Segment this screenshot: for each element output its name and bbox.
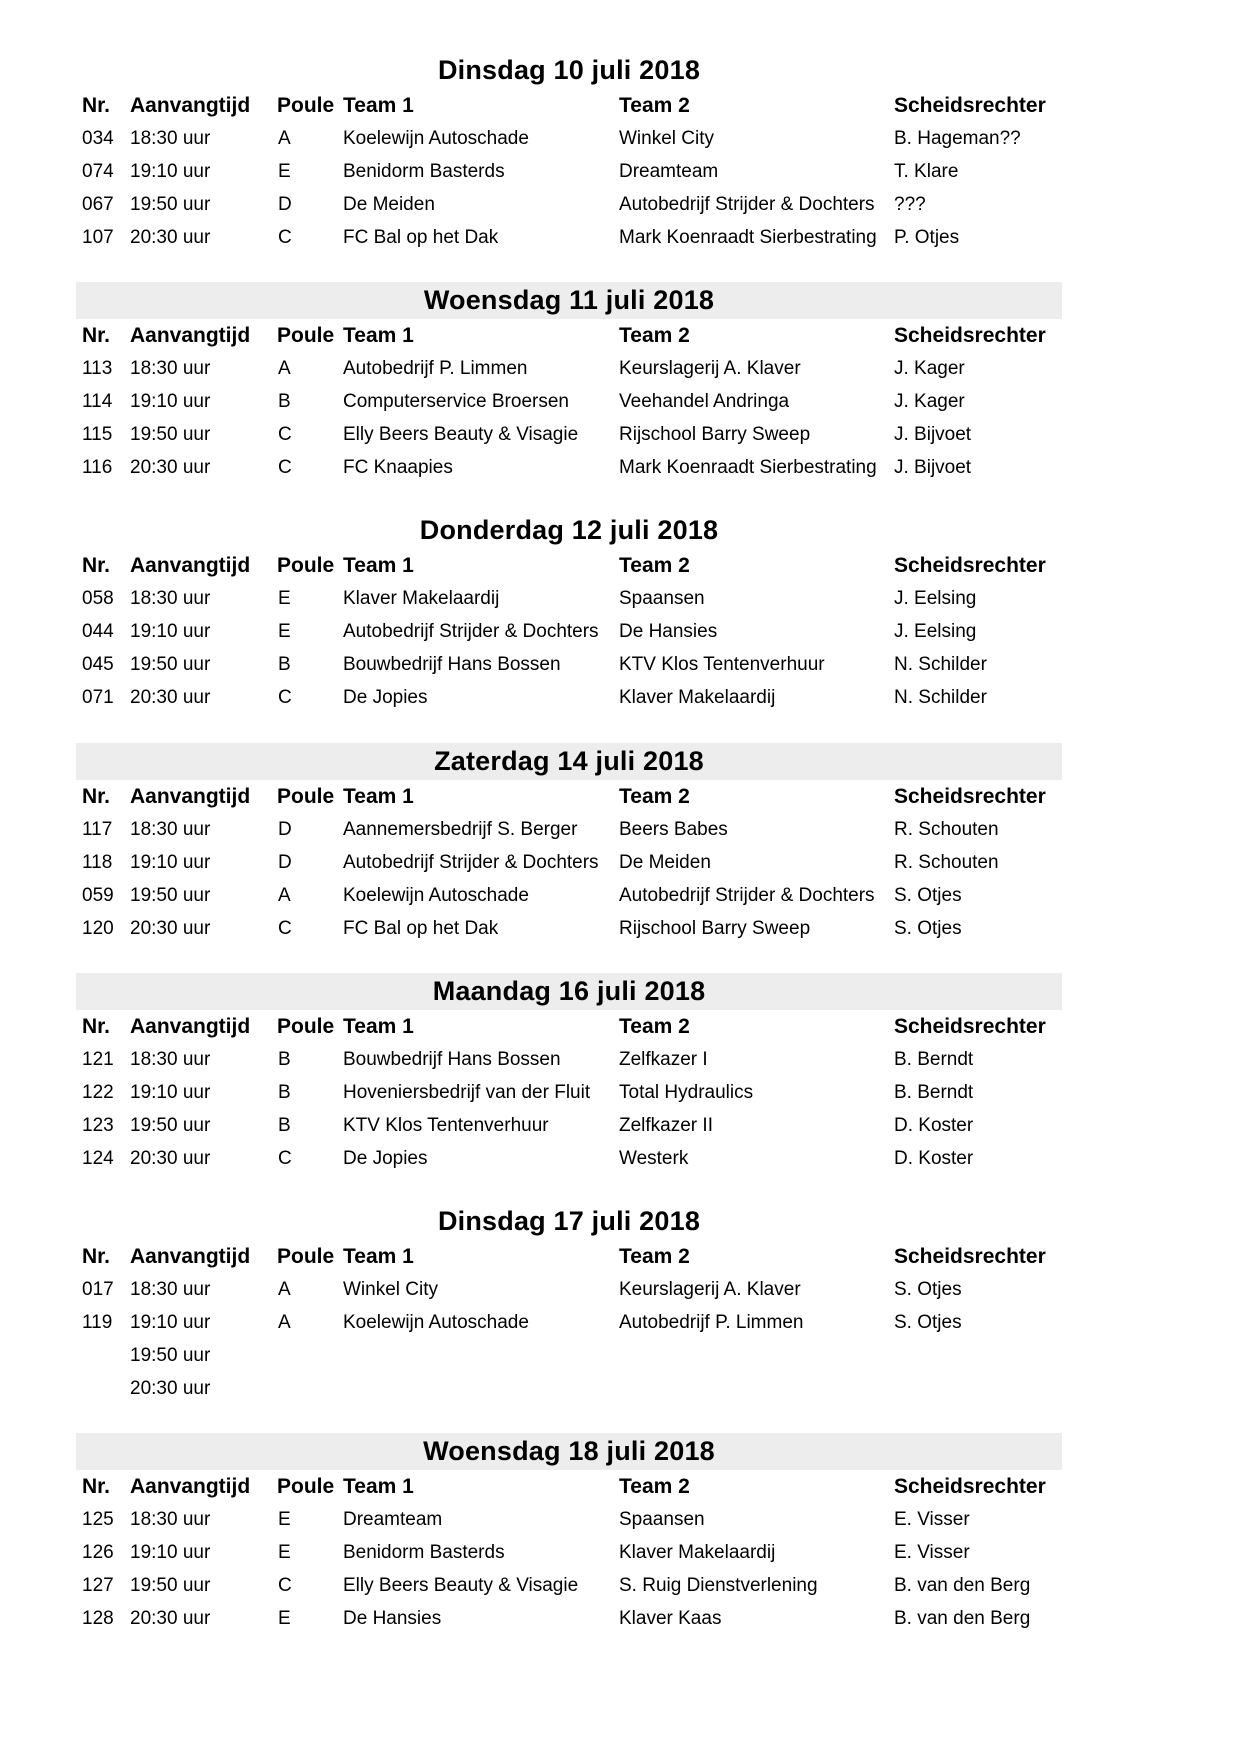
day-title: Zaterdag 14 juli 2018 — [76, 743, 1062, 780]
day-block — [76, 1433, 1062, 1635]
match-team1-cell: De Jopies — [343, 687, 428, 708]
match-team2-cell: Total Hydraulics — [619, 1082, 754, 1103]
match-team1-cell: Autobedrijf Strijder & Dochters — [343, 621, 599, 642]
day-title: Woensdag 11 juli 2018 — [76, 282, 1062, 319]
match-referee-cell: S. Otjes — [894, 885, 962, 906]
column-header-team2: Team 2 — [619, 1475, 690, 1498]
table-row — [76, 155, 1062, 188]
table-row — [76, 615, 1062, 648]
match-time-cell: 19:50 uur — [130, 1345, 211, 1366]
match-team2-cell: Zelfkazer II — [619, 1115, 713, 1136]
match-referee-cell: B. van den Berg — [894, 1608, 1031, 1629]
match-time-cell: 18:30 uur — [130, 128, 211, 149]
match-poule-cell: A — [278, 128, 291, 149]
match-referee-cell: J. Bijvoet — [894, 457, 972, 478]
table-header-row — [76, 1470, 1062, 1503]
match-time-cell: 18:30 uur — [130, 819, 211, 840]
column-header-nr: Nr. — [82, 785, 111, 808]
column-header-team2: Team 2 — [619, 554, 690, 577]
match-referee-cell: E. Visser — [894, 1509, 970, 1530]
match-nr-cell: 114 — [82, 391, 113, 412]
match-time-cell: 19:50 uur — [130, 885, 211, 906]
column-header-team1: Team 1 — [343, 785, 414, 808]
column-header-poule: Poule — [277, 1475, 335, 1498]
column-header-referee: Scheidsrechter — [894, 554, 1046, 577]
match-nr-cell: 127 — [82, 1575, 114, 1596]
match-team1-cell: Koelewijn Autoschade — [343, 885, 529, 906]
match-nr-cell: 034 — [82, 128, 114, 149]
match-time-cell: 20:30 uur — [130, 227, 211, 248]
match-poule-cell: C — [278, 457, 292, 478]
table-row — [76, 1339, 1062, 1372]
table-row — [76, 1076, 1062, 1109]
column-header-time: Aanvangtijd — [130, 1475, 251, 1498]
match-team1-cell: KTV Klos Tentenverhuur — [343, 1115, 549, 1136]
match-team2-cell: Rijschool Barry Sweep — [619, 424, 811, 445]
match-team1-cell: FC Bal op het Dak — [343, 918, 499, 939]
match-nr-cell: 044 — [82, 621, 114, 642]
day-block — [76, 512, 1062, 714]
match-team2-cell: Mark Koenraadt Sierbestrating — [619, 457, 877, 478]
match-nr-cell: 017 — [82, 1279, 114, 1300]
match-time-cell: 19:50 uur — [130, 1115, 211, 1136]
table-row — [76, 1602, 1062, 1635]
match-referee-cell: R. Schouten — [894, 819, 999, 840]
match-nr-cell: 120 — [82, 918, 114, 939]
match-time-cell: 18:30 uur — [130, 358, 211, 379]
match-time-cell: 19:50 uur — [130, 654, 211, 675]
table-row — [76, 1306, 1062, 1339]
match-team1-cell: De Jopies — [343, 1148, 428, 1169]
day-title: Dinsdag 17 juli 2018 — [437, 1206, 701, 1236]
table-row — [76, 846, 1062, 879]
match-nr-cell: 067 — [82, 194, 114, 215]
match-nr-cell: 126 — [82, 1542, 114, 1563]
column-header-referee: Scheidsrechter — [894, 785, 1046, 808]
match-time-cell: 19:50 uur — [130, 424, 211, 445]
table-row — [76, 1109, 1062, 1142]
column-header-team2: Team 2 — [619, 785, 690, 808]
column-header-nr: Nr. — [82, 1245, 111, 1268]
match-time-cell: 19:10 uur — [130, 621, 211, 642]
column-header-time: Aanvangtijd — [130, 324, 251, 347]
match-team1-cell: Autobedrijf Strijder & Dochters — [343, 852, 599, 873]
match-time-cell: 20:30 uur — [130, 457, 211, 478]
column-header-team1: Team 1 — [343, 324, 414, 347]
match-team1-cell: Autobedrijf P. Limmen — [343, 358, 528, 379]
table-row — [76, 188, 1062, 221]
match-team1-cell: Elly Beers Beauty & Visagie — [343, 1575, 579, 1596]
match-referee-cell: J. Bijvoet — [894, 424, 972, 445]
match-poule-cell: C — [278, 227, 292, 248]
match-poule-cell: B — [278, 1082, 291, 1103]
table-row — [76, 352, 1062, 385]
match-referee-cell: J. Kager — [894, 358, 965, 379]
match-poule-cell: A — [278, 885, 291, 906]
match-referee-cell: T. Klare — [894, 161, 959, 182]
match-poule-cell: C — [278, 1575, 292, 1596]
match-referee-cell: ??? — [894, 194, 926, 215]
match-poule-cell: A — [278, 358, 291, 379]
table-header-row — [76, 89, 1062, 122]
column-header-nr: Nr. — [82, 324, 111, 347]
match-team2-cell: Rijschool Barry Sweep — [619, 918, 811, 939]
match-nr-cell: 074 — [82, 161, 114, 182]
match-team1-cell: FC Knaapies — [343, 457, 453, 478]
match-referee-cell: B. Berndt — [894, 1082, 974, 1103]
match-team2-cell: Winkel City — [619, 128, 715, 149]
match-referee-cell: N. Schilder — [894, 654, 987, 675]
match-time-cell: 19:50 uur — [130, 1575, 211, 1596]
match-poule-cell: C — [278, 1148, 292, 1169]
column-header-poule: Poule — [277, 94, 335, 117]
column-header-referee: Scheidsrechter — [894, 1015, 1046, 1038]
match-nr-cell: 045 — [82, 654, 114, 675]
day-title: Woensdag 18 juli 2018 — [76, 1433, 1062, 1470]
match-team2-cell: Beers Babes — [619, 819, 728, 840]
column-header-team1: Team 1 — [343, 1245, 414, 1268]
match-poule-cell: D — [278, 852, 292, 873]
match-referee-cell: J. Eelsing — [894, 621, 977, 642]
match-nr-cell: 058 — [82, 588, 114, 609]
match-team2-cell: De Meiden — [619, 852, 711, 873]
match-team1-cell: Bouwbedrijf Hans Bossen — [343, 654, 561, 675]
day-block — [76, 52, 1062, 254]
table-header-row — [76, 1240, 1062, 1273]
column-header-time: Aanvangtijd — [130, 94, 251, 117]
match-time-cell: 19:10 uur — [130, 1312, 211, 1333]
match-poule-cell: B — [278, 1115, 291, 1136]
column-header-team2: Team 2 — [619, 94, 690, 117]
match-time-cell: 19:10 uur — [130, 1542, 211, 1563]
table-row — [76, 1273, 1062, 1306]
match-referee-cell: D. Koster — [894, 1148, 974, 1169]
column-header-referee: Scheidsrechter — [894, 1475, 1046, 1498]
match-poule-cell: C — [278, 918, 292, 939]
match-team1-cell: FC Bal op het Dak — [343, 227, 499, 248]
column-header-team1: Team 1 — [343, 1015, 414, 1038]
match-nr-cell: 071 — [82, 687, 114, 708]
match-team2-cell: Autobedrijf P. Limmen — [619, 1312, 804, 1333]
match-nr-cell: 122 — [82, 1082, 114, 1103]
match-nr-cell: 128 — [82, 1608, 114, 1629]
match-time-cell: 18:30 uur — [130, 1509, 211, 1530]
match-team2-cell: Klaver Kaas — [619, 1608, 722, 1629]
table-row — [76, 1142, 1062, 1175]
match-team1-cell: Bouwbedrijf Hans Bossen — [343, 1049, 561, 1070]
match-poule-cell: E — [278, 621, 291, 642]
match-team2-cell: Autobedrijf Strijder & Dochters — [619, 194, 875, 215]
match-team2-cell: Keurslagerij A. Klaver — [619, 358, 801, 379]
match-referee-cell: E. Visser — [894, 1542, 970, 1563]
day-block — [76, 743, 1062, 945]
match-referee-cell: S. Otjes — [894, 918, 962, 939]
match-team1-cell: Hoveniersbedrijf van der Fluit — [343, 1082, 591, 1103]
table-row — [76, 1503, 1062, 1536]
match-team1-cell: Elly Beers Beauty & Visagie — [343, 424, 579, 445]
column-header-team2: Team 2 — [619, 1245, 690, 1268]
table-row — [76, 912, 1062, 945]
match-time-cell: 20:30 uur — [130, 1148, 211, 1169]
match-team1-cell: Benidorm Basterds — [343, 161, 505, 182]
table-row — [76, 221, 1062, 254]
match-time-cell: 19:10 uur — [130, 161, 211, 182]
match-poule-cell: E — [278, 1608, 291, 1629]
match-time-cell: 20:30 uur — [130, 918, 211, 939]
match-team1-cell: De Hansies — [343, 1608, 442, 1629]
table-row — [76, 879, 1062, 912]
match-referee-cell: R. Schouten — [894, 852, 999, 873]
match-time-cell: 18:30 uur — [130, 1279, 211, 1300]
match-team1-cell: Computerservice Broersen — [343, 391, 569, 412]
table-header-row — [76, 319, 1062, 352]
table-row — [76, 451, 1062, 484]
match-team2-cell: S. Ruig Dienstverlening — [619, 1575, 818, 1596]
table-row — [76, 681, 1062, 714]
column-header-nr: Nr. — [82, 554, 111, 577]
match-nr-cell: 123 — [82, 1115, 114, 1136]
column-header-poule: Poule — [277, 1245, 335, 1268]
match-nr-cell: 119 — [82, 1312, 113, 1333]
match-nr-cell: 059 — [82, 885, 114, 906]
table-header-row — [76, 780, 1062, 813]
match-nr-cell: 113 — [82, 358, 113, 379]
match-referee-cell: B. Hageman?? — [894, 128, 1021, 149]
match-referee-cell: D. Koster — [894, 1115, 974, 1136]
column-header-nr: Nr. — [82, 1475, 111, 1498]
match-team2-cell: Spaansen — [619, 1509, 705, 1530]
match-team2-cell: Keurslagerij A. Klaver — [619, 1279, 801, 1300]
match-nr-cell: 115 — [82, 424, 113, 445]
match-time-cell: 20:30 uur — [130, 1608, 211, 1629]
column-header-team1: Team 1 — [343, 94, 414, 117]
match-team2-cell: Westerk — [619, 1148, 689, 1169]
match-team2-cell: Autobedrijf Strijder & Dochters — [619, 885, 875, 906]
match-team2-cell: Veehandel Andringa — [619, 391, 790, 412]
match-nr-cell: 118 — [82, 852, 113, 873]
match-team1-cell: Koelewijn Autoschade — [343, 1312, 529, 1333]
match-team2-cell: Dreamteam — [619, 161, 719, 182]
table-row — [76, 1043, 1062, 1076]
day-block — [76, 973, 1062, 1175]
column-header-poule: Poule — [277, 324, 335, 347]
match-team2-cell: Klaver Makelaardij — [619, 1542, 776, 1563]
match-team2-cell: KTV Klos Tentenverhuur — [619, 654, 825, 675]
day-title: Dinsdag 10 juli 2018 — [437, 55, 701, 85]
match-team2-cell: De Hansies — [619, 621, 718, 642]
column-header-poule: Poule — [277, 554, 335, 577]
match-nr-cell: 121 — [82, 1049, 114, 1070]
column-header-poule: Poule — [277, 1015, 335, 1038]
column-header-nr: Nr. — [82, 94, 111, 117]
match-poule-cell: A — [278, 1279, 291, 1300]
day-title: Maandag 16 juli 2018 — [76, 973, 1062, 1010]
match-nr-cell: 117 — [82, 819, 113, 840]
table-row — [76, 582, 1062, 615]
match-time-cell: 18:30 uur — [130, 588, 211, 609]
column-header-time: Aanvangtijd — [130, 1015, 251, 1038]
match-time-cell: 19:10 uur — [130, 391, 211, 412]
match-poule-cell: A — [278, 1312, 291, 1333]
match-time-cell: 20:30 uur — [130, 1378, 211, 1399]
match-time-cell: 19:10 uur — [130, 852, 211, 873]
column-header-team1: Team 1 — [343, 1475, 414, 1498]
match-referee-cell: J. Eelsing — [894, 588, 977, 609]
table-row — [76, 1536, 1062, 1569]
column-header-team2: Team 2 — [619, 324, 690, 347]
day-block — [76, 1203, 1062, 1405]
table-row — [76, 418, 1062, 451]
match-poule-cell: E — [278, 588, 291, 609]
match-referee-cell: P. Otjes — [894, 227, 960, 248]
match-poule-cell: C — [278, 424, 292, 445]
table-row — [76, 385, 1062, 418]
match-poule-cell: B — [278, 654, 291, 675]
match-poule-cell: D — [278, 819, 292, 840]
match-team2-cell: Mark Koenraadt Sierbestrating — [619, 227, 877, 248]
table-row — [76, 1569, 1062, 1602]
column-header-referee: Scheidsrechter — [894, 1245, 1046, 1268]
match-referee-cell: S. Otjes — [894, 1279, 962, 1300]
match-nr-cell: 116 — [82, 457, 113, 478]
column-header-time: Aanvangtijd — [130, 1245, 251, 1268]
match-poule-cell: B — [278, 1049, 291, 1070]
column-header-nr: Nr. — [82, 1015, 111, 1038]
match-referee-cell: B. Berndt — [894, 1049, 974, 1070]
match-poule-cell: E — [278, 161, 291, 182]
day-title: Donderdag 12 juli 2018 — [419, 515, 719, 545]
match-team1-cell: Aannemersbedrijf S. Berger — [343, 819, 578, 840]
match-team1-cell: Klaver Makelaardij — [343, 588, 500, 609]
match-team2-cell: Spaansen — [619, 588, 705, 609]
match-team1-cell: Koelewijn Autoschade — [343, 128, 529, 149]
column-header-poule: Poule — [277, 785, 335, 808]
column-header-team2: Team 2 — [619, 1015, 690, 1038]
match-team1-cell: Dreamteam — [343, 1509, 443, 1530]
match-poule-cell: B — [278, 391, 291, 412]
table-row — [76, 122, 1062, 155]
match-time-cell: 18:30 uur — [130, 1049, 211, 1070]
match-referee-cell: S. Otjes — [894, 1312, 962, 1333]
match-nr-cell: 124 — [82, 1148, 114, 1169]
table-row — [76, 813, 1062, 846]
match-referee-cell: J. Kager — [894, 391, 965, 412]
day-block — [76, 282, 1062, 484]
match-time-cell: 19:50 uur — [130, 194, 211, 215]
match-team1-cell: Benidorm Basterds — [343, 1542, 505, 1563]
column-header-time: Aanvangtijd — [130, 785, 251, 808]
match-time-cell: 20:30 uur — [130, 687, 211, 708]
match-referee-cell: N. Schilder — [894, 687, 987, 708]
match-team2-cell: Zelfkazer I — [619, 1049, 708, 1070]
match-poule-cell: D — [278, 194, 292, 215]
table-row — [76, 1372, 1062, 1405]
table-header-row — [76, 549, 1062, 582]
match-nr-cell: 107 — [82, 227, 114, 248]
table-row — [76, 648, 1062, 681]
column-header-referee: Scheidsrechter — [894, 94, 1046, 117]
match-poule-cell: C — [278, 687, 292, 708]
column-header-team1: Team 1 — [343, 554, 414, 577]
match-nr-cell: 125 — [82, 1509, 114, 1530]
column-header-time: Aanvangtijd — [130, 554, 251, 577]
match-team2-cell: Klaver Makelaardij — [619, 687, 776, 708]
match-team1-cell: Winkel City — [343, 1279, 439, 1300]
match-poule-cell: E — [278, 1542, 291, 1563]
match-referee-cell: B. van den Berg — [894, 1575, 1031, 1596]
match-time-cell: 19:10 uur — [130, 1082, 211, 1103]
match-poule-cell: E — [278, 1509, 291, 1530]
table-header-row — [76, 1010, 1062, 1043]
column-header-referee: Scheidsrechter — [894, 324, 1046, 347]
match-team1-cell: De Meiden — [343, 194, 435, 215]
